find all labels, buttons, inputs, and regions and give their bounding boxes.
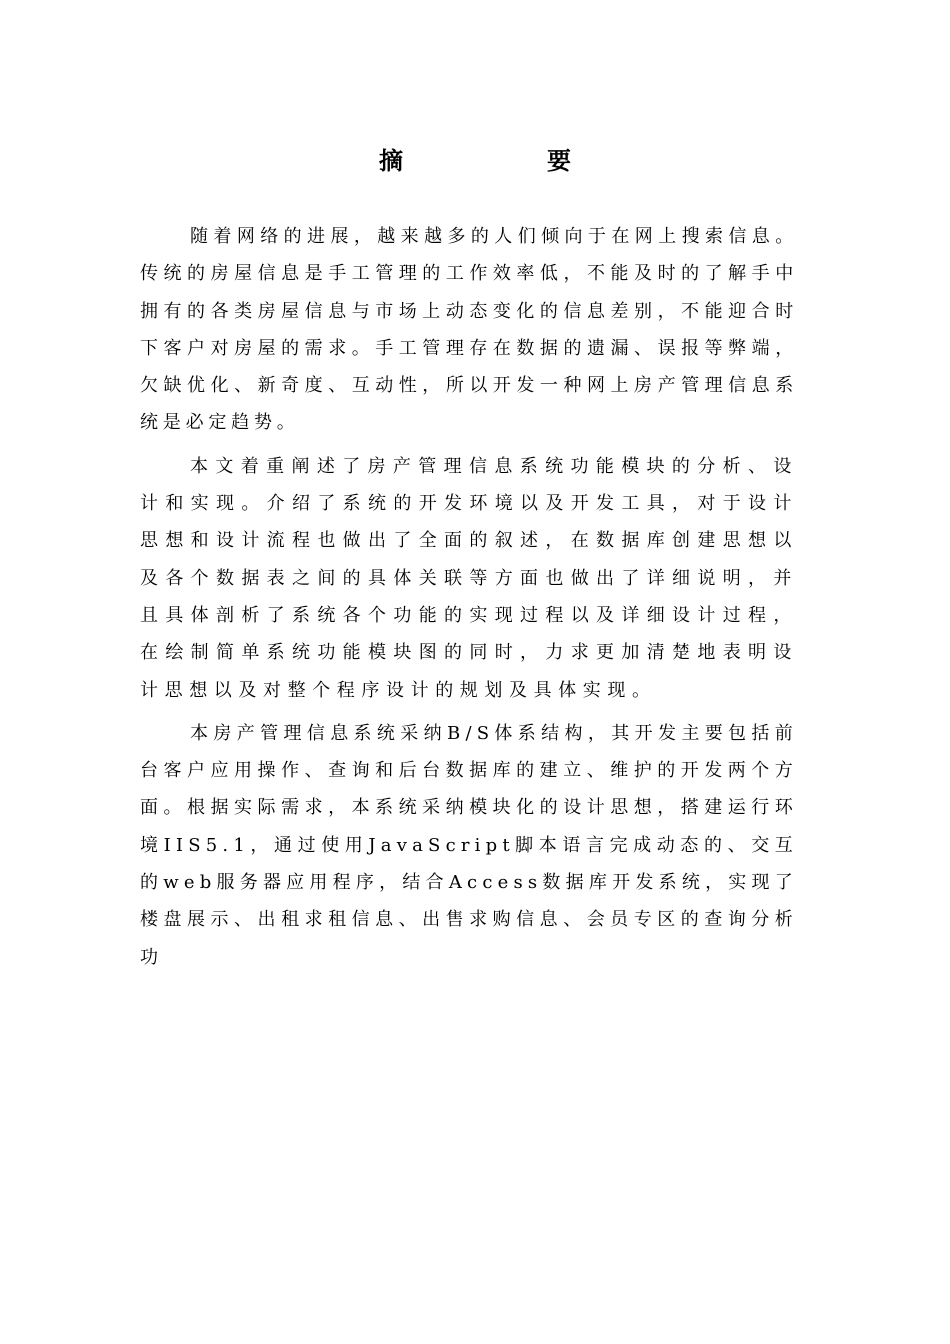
abstract-paragraph-3: 本房产管理信息系统采纳B/S体系结构，其开发主要包括前台客户应用操作、查询和后台数据库的建立、维护的开发两个方面。根据实际需求，本系统采纳模块化的设计思想，搭建运行环境IIS5.1，通过使用JavaScript脚本语言完成动态的、交互的web服务器应用程序，结合Access数据库开发系统，实现了楼盘展示、出租求租信息、出售求购信息、会员专区的查询分析功 xyxy=(140,722,798,968)
abstract-paragraph-2: 本文着重阐述了房产管理信息系统功能模块的分析、设计和实现。介绍了系统的开发环境以及开发工具，对于设计思想和设计流程也做出了全面的叙述，在数据库创建思想以及各个数据表之间的具体关联等方面也做出了详细说明，并且具体剖析了系统各个功能的实现过程以及详细设计过程，在绘制简单系统功能模块图的同时，力求更加清楚地表明设计思想以及对整个程序设计的规划及具体实现。 xyxy=(140,455,798,701)
abstract-paragraph-1: 随着网络的进展，越来越多的人们倾向于在网上搜索信息。传统的房屋信息是手工管理的工作效率低，不能及时的了解手中拥有的各类房屋信息与市场上动态变化的信息差别，不能迎合时下客户对房屋的需求。手工管理存在数据的遗漏、误报等弊端，欠缺优化、新奇度、互动性，所以开发一种网上房产管理信息系统是必定趋势。 xyxy=(140,226,798,434)
abstract-title: 摘 要 xyxy=(379,146,631,175)
abstract-body xyxy=(140,218,798,982)
